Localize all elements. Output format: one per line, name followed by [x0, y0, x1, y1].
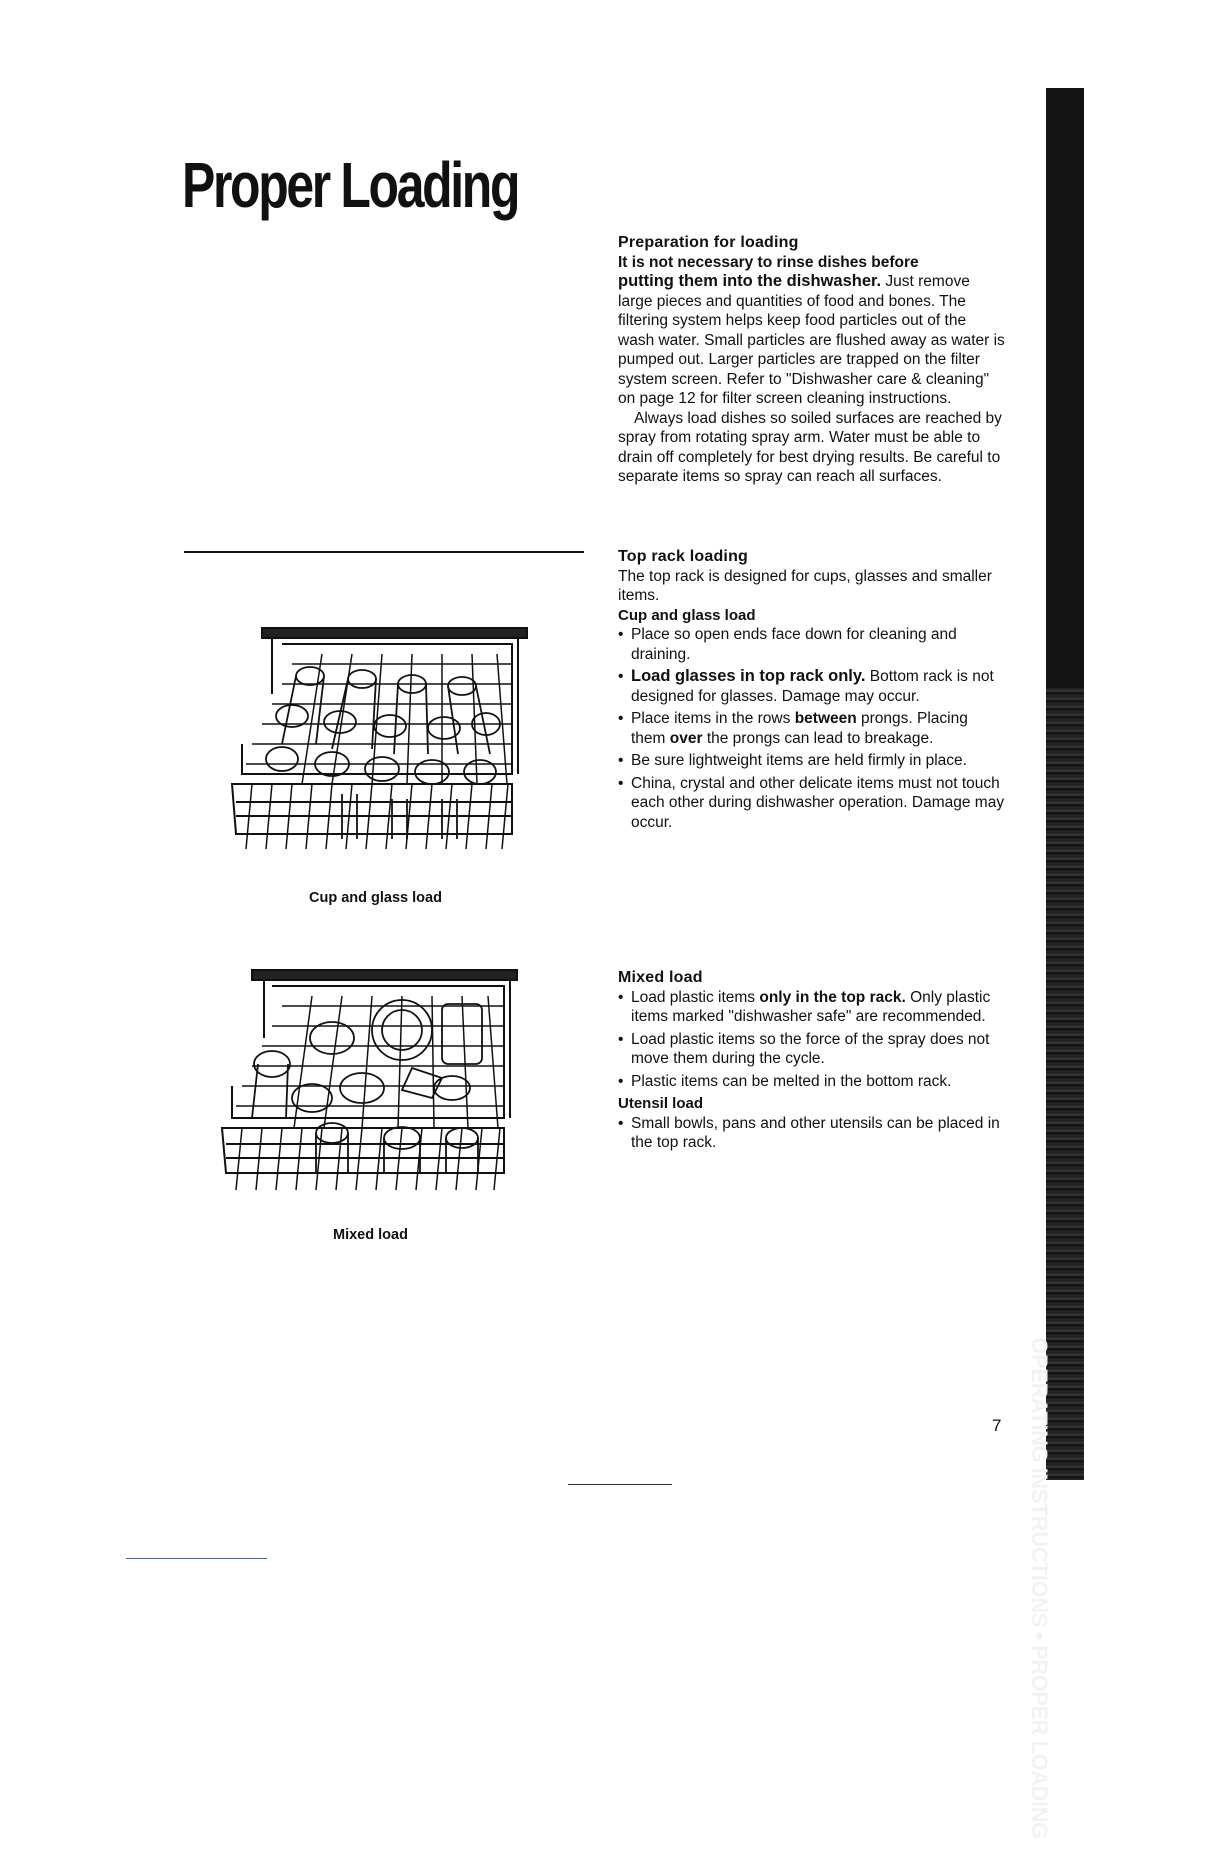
mixed-heading: Mixed load	[618, 969, 703, 986]
mixed-load-caption: Mixed load	[333, 1227, 408, 1243]
mixed-list	[618, 988, 1006, 1092]
bottom-rule	[568, 1484, 672, 1485]
list-item-text: prongs. Placing them	[631, 710, 968, 747]
list-item-text: Small bowls, pans and other utensils can be placed in the top rack.	[631, 1114, 1000, 1151]
list-item-bold: Load glasses in top rack only.	[631, 667, 866, 685]
preparation-lead-a: It is not necessary to rinse dishes before	[618, 253, 919, 271]
cup-glass-caption: Cup and glass load	[309, 890, 442, 906]
list-item-text: Be sure lightweight items are held firmly in place.	[631, 752, 967, 769]
list-item	[618, 988, 1006, 1027]
utensil-heading: Utensil load	[618, 1095, 704, 1112]
top-rack-section	[618, 547, 1006, 835]
section-divider	[184, 551, 584, 553]
list-item-bold: only in the top rack.	[759, 988, 906, 1006]
side-tab-label: OPERATING INSTRUCTIONS • PROPER LOADING	[1027, 1337, 1052, 1839]
mixed-load-rack-illustration	[212, 968, 522, 1204]
list-item-text: Place items in the rows	[631, 710, 795, 727]
preparation-para1	[618, 253, 1006, 409]
list-item-bold: over	[669, 729, 703, 747]
preparation-lead-b: putting them into the dishwasher.	[618, 272, 882, 290]
list-item	[618, 667, 1006, 706]
list-item	[618, 709, 1006, 748]
list-item-text: Load plastic items	[631, 988, 760, 1006]
list-item	[618, 751, 1006, 771]
list-item-text: Only plastic items marked "dishwasher safe" are recommended.	[631, 988, 991, 1025]
preparation-para2: Always load dishes so soiled surfaces are reached by spray from rotating spray arm. Water must be able to drain off completely for best drying results. Be careful to separate items so spray can reach all surfaces.	[618, 409, 1002, 485]
page-number: 7	[992, 1416, 1002, 1435]
preparation-para1-rest: Just remove large pieces and quantities of food and bones. The filtering system helps keep food particles out of the wash water. Small particles are flushed away as water is pumped out. Larger particles are trapped on the filter system screen. Refer to "Dishwasher care & cleaning" on page 12 for filter screen cleaning instructions.	[618, 273, 1005, 407]
list-item	[618, 1030, 1006, 1069]
list-item-text: Bottom rack is not designed for glasses. Damage may occur.	[631, 668, 994, 705]
list-item-text: China, crystal and other delicate items must not touch each other during dishwasher operation. Damage may occur.	[631, 774, 1005, 831]
preparation-section	[618, 233, 1006, 487]
preparation-heading: Preparation for loading	[618, 234, 799, 251]
top-rack-heading: Top rack loading	[618, 548, 749, 565]
list-item-text: Place so open ends face down for cleaning and draining.	[631, 626, 957, 663]
utensil-list	[618, 1114, 1006, 1153]
cup-glass-rack-illustration	[222, 624, 532, 864]
cup-glass-list	[618, 625, 1006, 832]
list-item-text: Load plastic items so the force of the spray does not move them during the cycle.	[631, 1030, 990, 1067]
list-item	[618, 625, 1006, 664]
list-item-text: the prongs can lead to breakage.	[702, 729, 934, 747]
list-item	[618, 1114, 1006, 1153]
list-item	[618, 774, 1006, 833]
top-rack-intro: The top rack is designed for cups, glasses and smaller items.	[618, 567, 992, 604]
list-item-text: Plastic items can be melted in the bottom rack.	[631, 1072, 952, 1090]
cup-glass-heading: Cup and glass load	[618, 606, 756, 624]
list-item-bold: between	[794, 710, 857, 727]
footer-line	[126, 1558, 267, 1559]
mixed-load-section	[618, 968, 1006, 1156]
page-title: Proper Loading	[182, 149, 519, 221]
side-tab	[1027, 88, 1084, 1839]
list-item	[618, 1072, 1006, 1092]
